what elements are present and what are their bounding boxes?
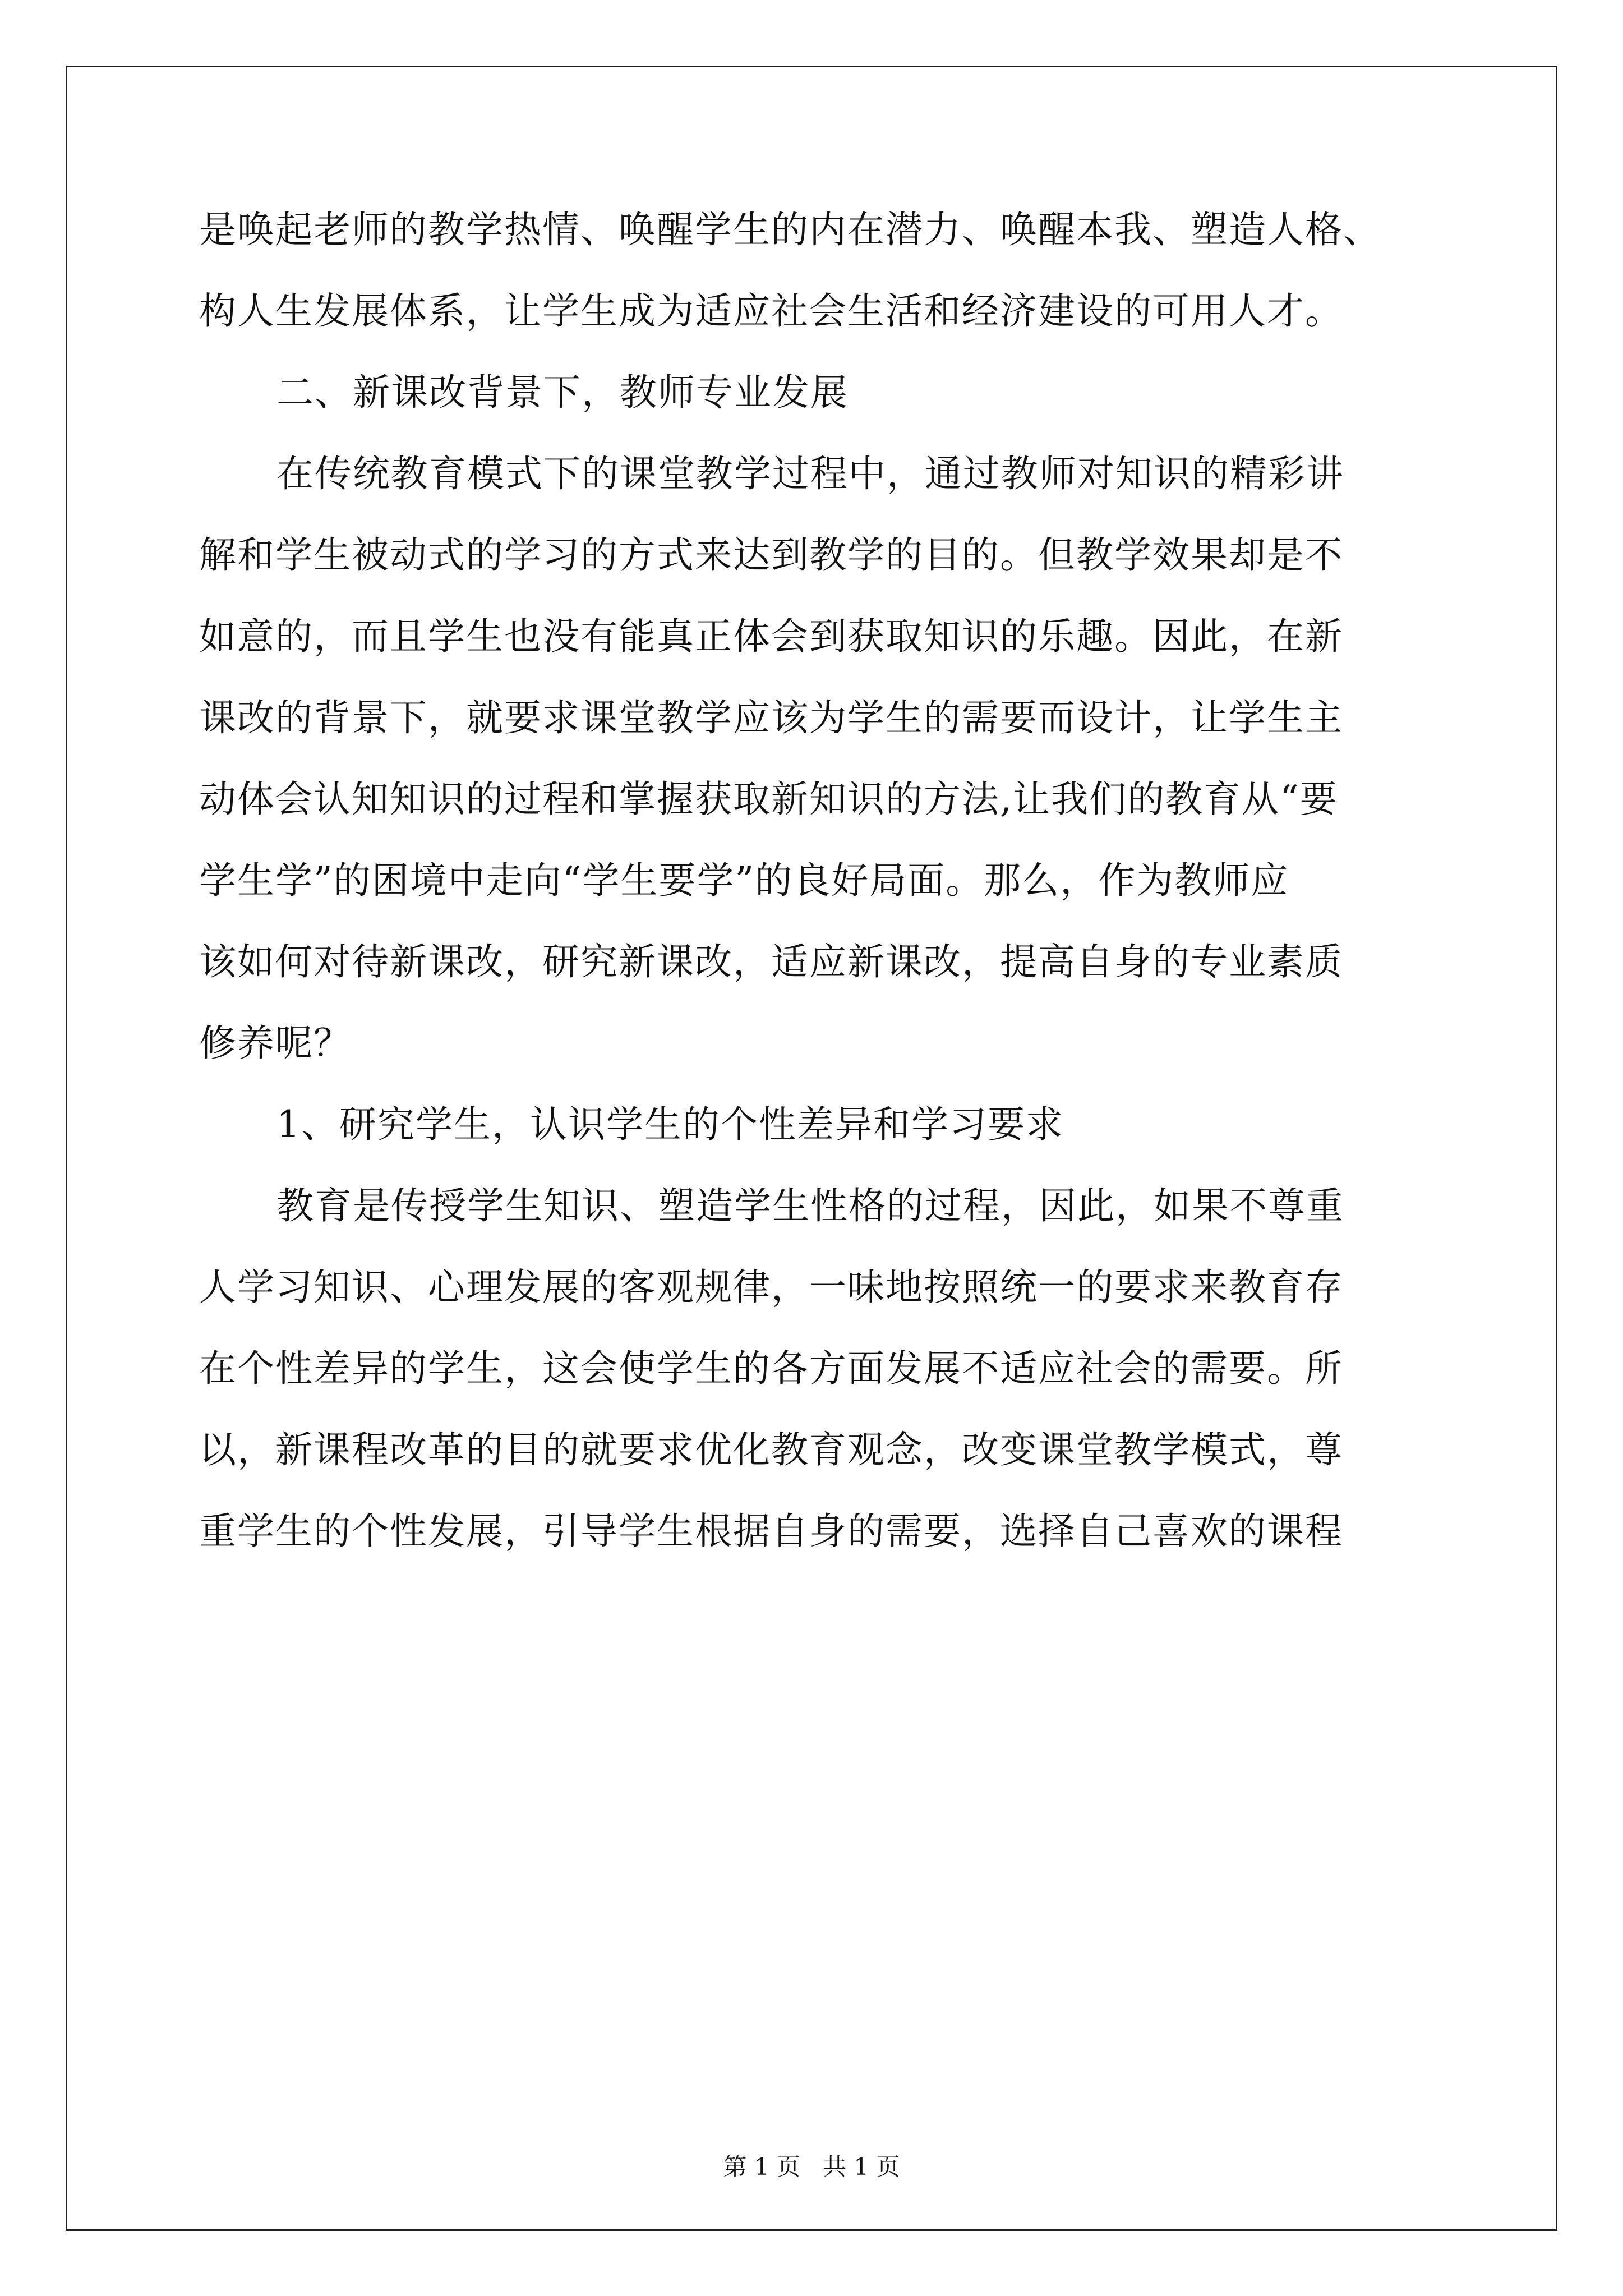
text-line: 修养呢？	[199, 1022, 352, 1065]
text-line: 以，新课程改革的目的就要求优化教育观念，改变课堂教学模式，尊	[199, 1428, 1343, 1471]
text-line: 教育是传授学生知识、塑造学生性格的过程，因此，如果不尊重	[276, 1184, 1344, 1227]
text-line: 如意的，而且学生也没有能真正体会到获取知识的乐趣。因此，在新	[199, 615, 1343, 658]
text-line: 重学生的个性发展，引导学生根据自身的需要，选择自己喜欢的课程	[199, 1510, 1343, 1553]
text-line: 课改的背景下，就要求课堂教学应该为学生的需要而设计，让学生主	[199, 696, 1343, 739]
text-line: 学生学”的困境中走向“学生要学”的良好局面。那么，作为教师应	[199, 859, 1289, 902]
subsection-heading: 1、研究学生，认识学生的个性差异和学习要求	[276, 1103, 1064, 1146]
text-line: 人学习知识、心理发展的客观规律，一味地按照统一的要求来教育存	[199, 1266, 1343, 1309]
page-number-footer: 第 1 页 共 1 页	[723, 2153, 900, 2180]
text-line: 该如何对待新课改，研究新课改，适应新课改，提高自身的专业素质	[199, 940, 1343, 983]
text-line: 解和学生被动式的学习的方式来达到教学的目的。但教学效果却是不	[199, 533, 1343, 577]
text-line: 在个性差异的学生，这会使学生的各方面发展不适应社会的需要。所	[199, 1347, 1343, 1390]
text-line: 在传统教育模式下的课堂教学过程中，通过教师对知识的精彩讲	[276, 452, 1344, 495]
document-body	[199, 208, 1433, 1590]
section-heading: 二、新课改背景下，教师专业发展	[276, 371, 849, 414]
text-line: 动体会认知知识的过程和掌握获取新知识的方法,让我们的教育从“要	[199, 777, 1338, 821]
text-line: 构人生发展体系，让学生成为适应社会生活和经济建设的可用人才。	[199, 289, 1343, 333]
text-line: 是唤起老师的教学热情、唤醒学生的内在潜力、唤醒本我、塑造人格、	[199, 208, 1381, 251]
